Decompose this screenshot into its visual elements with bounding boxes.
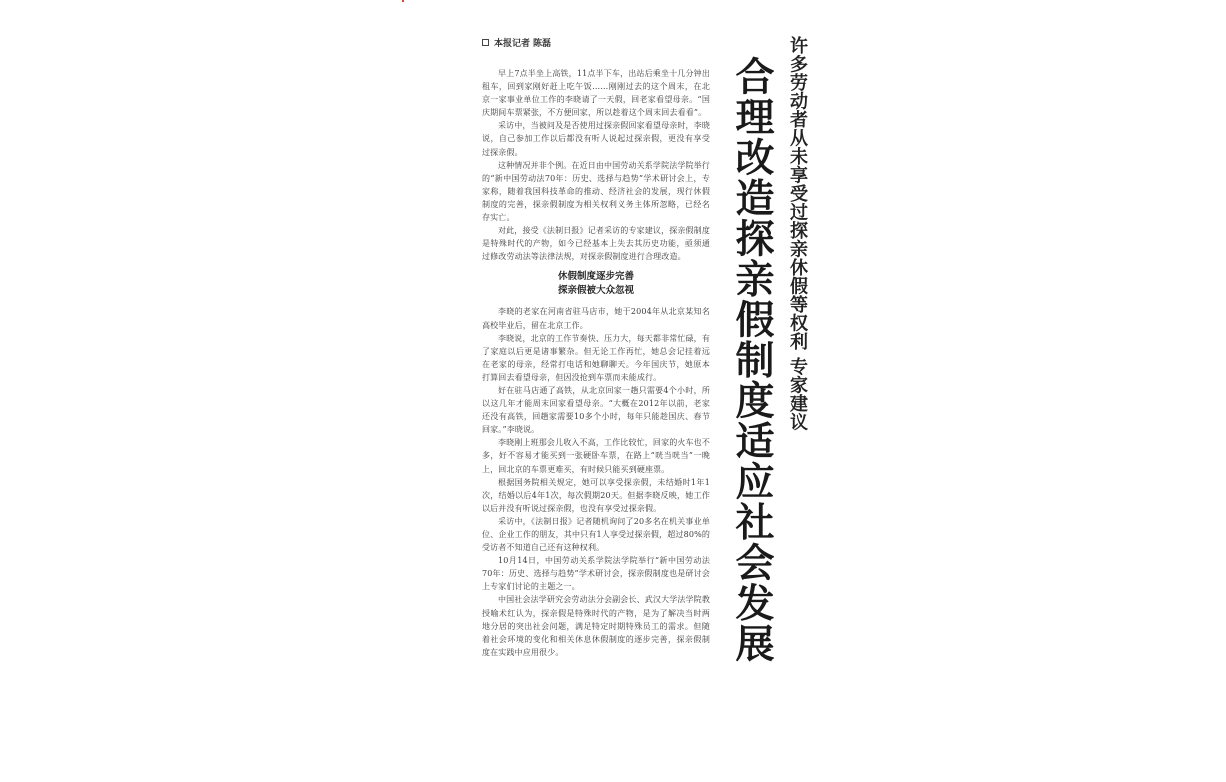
body-paragraph: 采访中，《法制日报》记者随机询问了20多名在机关事业单位、企业工作的朋友，其中只有1人享受过探亲假，超过80%的受访者不知道自己还有这种权利。: [482, 516, 710, 553]
article-body-column: [482, 30, 710, 659]
kicker-headline: 许多劳动者从未享受过探亲休假等权利 专家建议: [787, 36, 808, 432]
square-outline-icon: [482, 39, 489, 46]
body-paragraph: 李晓说，北京的工作节奏快、压力大，每天都非常忙碌，有了家庭以后更是诸事繁杂。但无论工作再忙，她总会记挂着远在老家的母亲，经常打电话和她聊聊天。今年国庆节，她原本打算回去看望母亲，但因没抢到车票而未能成行。: [482, 333, 710, 382]
byline: [482, 36, 710, 49]
headline-block: [730, 36, 812, 756]
body-paragraph: 对此，接受《法制日报》记者采访的专家建议，探亲假制度是特殊时代的产物，如今已经基本上失去其历史功能，亟须通过修改劳动法等法律法规，对探亲假制度进行合理改造。: [482, 226, 710, 262]
body-paragraph: 10月14日，中国劳动关系学院法学院举行“新中国劳动法70年：历史、选择与趋势”学术研讨会，探亲假制度也是研讨会上专家们讨论的主题之一。: [482, 556, 710, 592]
body-paragraph: 李晓的老家在河南省驻马店市，她于2004年从北京某知名高校毕业后，留在北京工作。: [482, 307, 710, 330]
newspaper-article: [478, 30, 813, 782]
body-paragraph: 中国社会法学研究会劳动法分会副会长、武汉大学法学院教授喻术红认为，探亲假是特殊时代的产物，是为了解决当时两地分居的突出社会问题，满足特定时期特殊员工的需求。但随着社会环境的变化和相关休息休假制度的逐步完善，探亲假制度在实践中应用很少。: [482, 595, 710, 657]
body-paragraph: 好在驻马店通了高铁，从北京回家一趟只需要4个小时，所以这几年才能周末回家看望母亲。“大概在2012年以前，老家还没有高铁，回趟家需要10多个小时，每年只能趁国庆、春节回家。”李晓说。: [482, 385, 710, 435]
body-paragraph: 根据国务院相关规定，她可以享受探亲假，未结婚时1年1次，结婚以后4年1次，每次假期20天。但据李晓反映，她工作以后并没有听说过探亲假，也没有享受过探亲假。: [482, 477, 710, 513]
byline-prefix: 本报记者: [494, 39, 531, 49]
body-paragraph: 这种情况并非个例。在近日由中国劳动关系学院法学院举行的“新中国劳动法70年：历史、选择与趋势”学术研讨会上，专家称，随着我国科技革命的推动、经济社会的发展，现行休假制度的完善，探亲假制度为相关权利义务主体所忽略，已经名存实亡。: [482, 160, 710, 223]
subheading-line: 休假制度逐步完善: [557, 271, 634, 283]
body-paragraph: 早上7点半坐上高铁，11点半下车，出站后乘坐十几分钟出租车，回到家刚好赶上吃午饭……刚刚过去的这个周末，在北京一家事业单位工作的李晓请了一天假，回老家看望母亲。“国庆期间车票紧张，不方便回家，所以趁着这个周末回去看看”。: [482, 69, 710, 118]
body-paragraph: 李晓刚上班那会儿收入不高，工作比较忙，回家的火车也不多，好不容易才能买到一张硬卧车票，在路上“咣当咣当”一晚上，回北京的车票更难买，有时候只能买到硬座票。: [482, 438, 710, 474]
scan-artifact-dot: [402, 0, 404, 2]
byline-author: 陈磊: [533, 39, 552, 49]
section-subheading: [482, 270, 710, 298]
subheading-line: 探亲假被大众忽视: [557, 285, 634, 297]
body-paragraph: 采访中，当被问及是否使用过探亲假回家看望母亲时，李晓说，自己参加工作以后都没有听人说起过探亲假，更没有享受过探亲假。: [482, 121, 710, 157]
main-headline: 合理改造探亲假制度适应社会发展: [729, 56, 775, 664]
